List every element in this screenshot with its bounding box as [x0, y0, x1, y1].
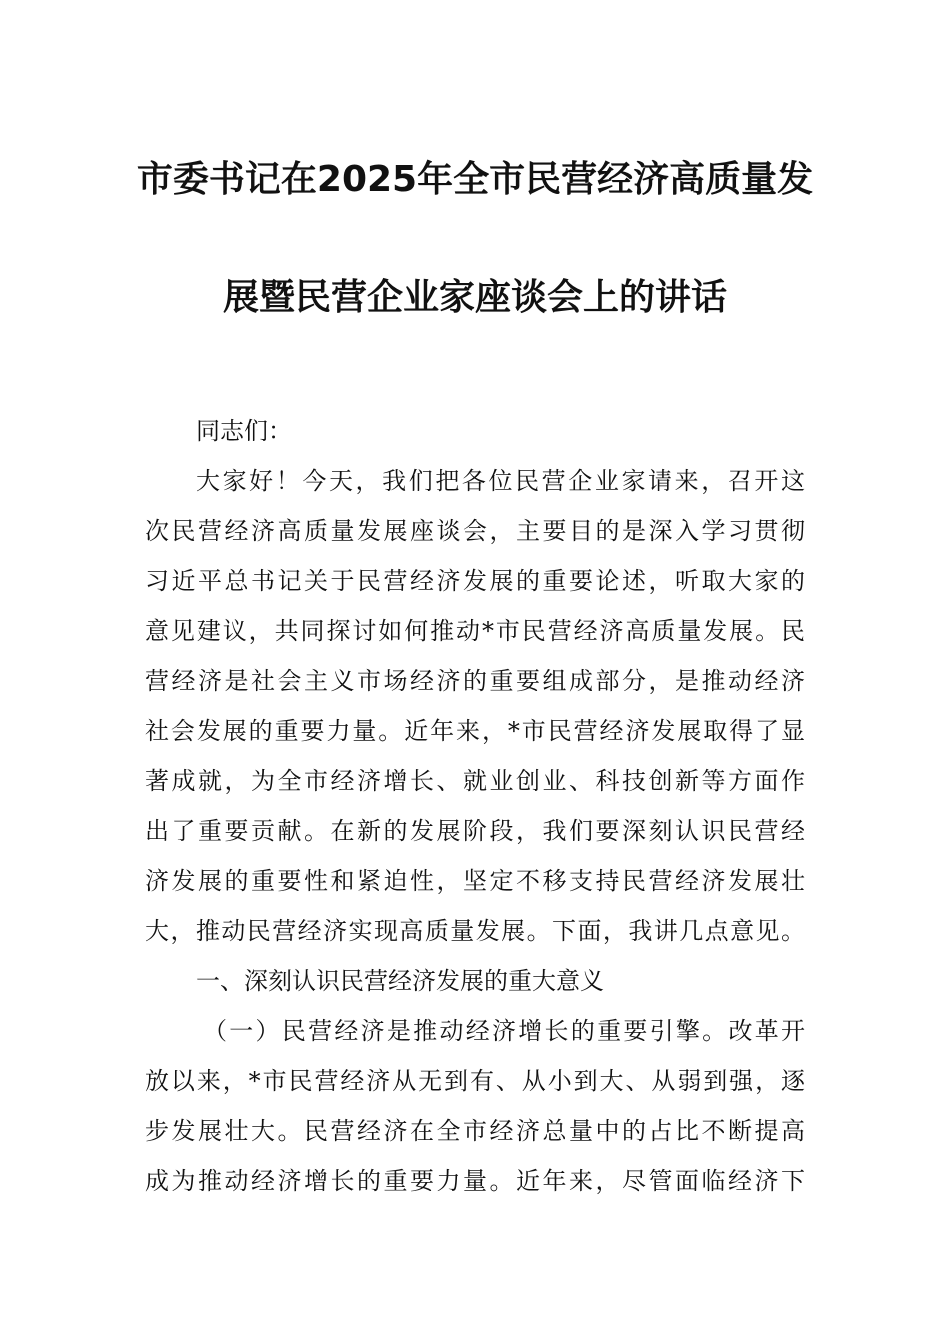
- paragraph-line: （一）民营经济是推动经济增长的重要引擎。改革开: [203, 1017, 805, 1045]
- paragraph-line: 步发展壮大。民营经济在全市经济总量中的占比不断提高: [145, 1117, 805, 1145]
- paragraph-line: 次民营经济高质量发展座谈会，主要目的是深入学习贯彻: [145, 517, 805, 545]
- paragraph-line: 出了重要贡献。在新的发展阶段，我们要深刻认识民营经: [145, 817, 805, 845]
- title-line-1: 市委书记在2025年全市民营经济高质量发: [136, 159, 814, 200]
- paragraph-line: 大，推动民营经济实现高质量发展。下面，我讲几点意见。: [145, 917, 805, 945]
- title-line-2: 展暨民营企业家座谈会上的讲话: [222, 277, 727, 318]
- paragraph-line: 大家好！今天，我们把各位民营企业家请来，召开这: [196, 467, 805, 495]
- paragraph-line: 习近平总书记关于民营经济发展的重要论述，听取大家的: [145, 567, 805, 595]
- paragraph-line: 意见建议，共同探讨如何推动*市民营经济高质量发展。民: [145, 617, 805, 645]
- paragraph-line: 放以来，*市民营经济从无到有、从小到大、从弱到强，逐: [145, 1067, 805, 1095]
- paragraph-line: 著成就，为全市经济增长、就业创业、科技创新等方面作: [145, 767, 805, 795]
- paragraph-line: 济发展的重要性和紧迫性，坚定不移支持民营经济发展壮: [145, 867, 805, 895]
- paragraph-line: 成为推动经济增长的重要力量。近年来，尽管面临经济下: [145, 1167, 805, 1195]
- paragraph-line: 社会发展的重要力量。近年来，*市民营经济发展取得了显: [145, 717, 805, 745]
- paragraph-line: 营经济是社会主义市场经济的重要组成部分，是推动经济: [145, 667, 805, 695]
- salutation: 同志们：: [196, 417, 292, 445]
- section-heading: 一、深刻认识民营经济发展的重大意义: [196, 967, 604, 995]
